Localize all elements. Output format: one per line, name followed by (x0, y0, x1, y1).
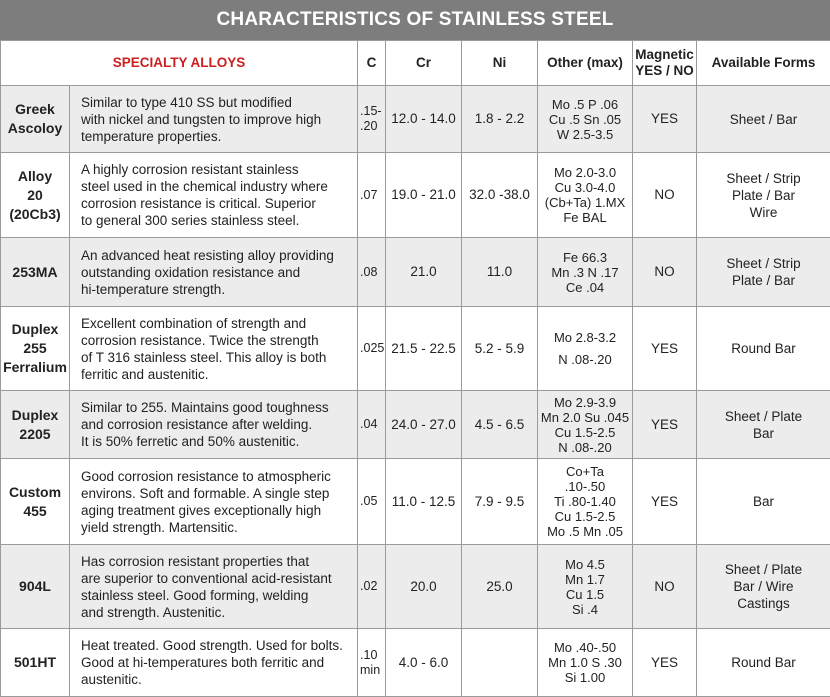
table-row (1, 238, 830, 307)
nickel-value: 25.0 (462, 545, 538, 629)
alloy-description: Heat treated. Good strength. Used for bolts. Good at hi-temperatures both ferritic and austenitic. (70, 629, 358, 697)
available-forms: Sheet / Bar (697, 86, 830, 153)
other-elements: Mo 2.0-3.0 Cu 3.0-4.0 (Cb+Ta) 1.MX Fe BAL (538, 153, 633, 238)
other-elements: Mo 4.5 Mn 1.7 Cu 1.5 Si .4 (538, 545, 633, 629)
header-available-forms: Available Forms (697, 41, 830, 86)
magnetic-value: YES (633, 307, 697, 391)
header-other: Other (max) (538, 41, 633, 86)
available-forms: Bar (697, 459, 830, 545)
alloy-name: Alloy 20 (20Cb3) (1, 153, 70, 238)
nickel-value: 7.9 - 9.5 (462, 459, 538, 545)
header-magnetic (633, 41, 697, 86)
chromium-value: 11.0 - 12.5 (386, 459, 462, 545)
table-row (1, 629, 830, 697)
chromium-value: 20.0 (386, 545, 462, 629)
alloy-name: 501HT (1, 629, 70, 697)
alloy-description: Excellent combination of strength and corrosion resistance. Twice the strength of T 316 stainless steel. This alloy is both ferritic and austenitic. (70, 307, 358, 391)
magnetic-value: NO (633, 153, 697, 238)
header-c: C (358, 41, 386, 86)
other-elements: Fe 66.3 Mn .3 N .17 Ce .04 (538, 238, 633, 307)
alloy-name: 253MA (1, 238, 70, 307)
available-forms: Round Bar (697, 629, 830, 697)
alloy-name: Duplex 2205 (1, 391, 70, 459)
magnetic-value: YES (633, 391, 697, 459)
magnetic-value: YES (633, 459, 697, 545)
chromium-value: 21.0 (386, 238, 462, 307)
header-magnetic-line1: Magnetic (635, 47, 694, 62)
nickel-value: 5.2 - 5.9 (462, 307, 538, 391)
chromium-value: 24.0 - 27.0 (386, 391, 462, 459)
chromium-value: 19.0 - 21.0 (386, 153, 462, 238)
magnetic-value: YES (633, 86, 697, 153)
other-elements: Mo .5 P .06 Cu .5 Sn .05 W 2.5-3.5 (538, 86, 633, 153)
available-forms: Sheet / Plate Bar / Wire Castings (697, 545, 830, 629)
nickel-value: 4.5 - 6.5 (462, 391, 538, 459)
alloy-name: Custom 455 (1, 459, 70, 545)
nickel-value: 11.0 (462, 238, 538, 307)
alloy-name: 904L (1, 545, 70, 629)
alloy-description: An advanced heat resisting alloy providing outstanding oxidation resistance and hi-temperature strength. (70, 238, 358, 307)
header-magnetic-line2: YES / NO (635, 63, 694, 78)
magnetic-value: NO (633, 545, 697, 629)
available-forms: Sheet / Strip Plate / Bar (697, 238, 830, 307)
stainless-steel-table (0, 40, 830, 697)
other-elements: Co+Ta .10-.50 Ti .80-1.40 Cu 1.5-2.5 Mo .5 Mn .05 (538, 459, 633, 545)
nickel-value: 1.8 - 2.2 (462, 86, 538, 153)
nickel-value (462, 629, 538, 697)
chromium-value: 4.0 - 6.0 (386, 629, 462, 697)
other-elements: Mo .40-.50 Mn 1.0 S .30 Si 1.00 (538, 629, 633, 697)
carbon-value: .08 (358, 238, 386, 307)
header-ni: Ni (462, 41, 538, 86)
carbon-value: .04 (358, 391, 386, 459)
other-elements: Mo 2.9-3.9 Mn 2.0 Su .045 Cu 1.5-2.5 N .08-.20 (538, 391, 633, 459)
carbon-value: .05 (358, 459, 386, 545)
table-row (1, 459, 830, 545)
other-elements: Mo 2.8-3.2 N .08-.20 (538, 307, 633, 391)
alloy-description: Has corrosion resistant properties that are superior to conventional acid-resistant stainless steel. Good forming, welding and strength. Austenitic. (70, 545, 358, 629)
table-row (1, 391, 830, 459)
alloy-description: Similar to 255. Maintains good toughness and corrosion resistance after welding. It is 50% ferretic and 50% austenitic. (70, 391, 358, 459)
alloy-description: Similar to type 410 SS but modified with nickel and tungsten to improve high temperature properties. (70, 86, 358, 153)
table-row (1, 545, 830, 629)
available-forms: Sheet / Plate Bar (697, 391, 830, 459)
header-cr: Cr (386, 41, 462, 86)
carbon-value: .02 (358, 545, 386, 629)
magnetic-value: YES (633, 629, 697, 697)
chromium-value: 21.5 - 22.5 (386, 307, 462, 391)
table-row (1, 307, 830, 391)
carbon-value: .07 (358, 153, 386, 238)
table-row (1, 86, 830, 153)
chromium-value: 12.0 - 14.0 (386, 86, 462, 153)
header-row (1, 41, 830, 86)
page-title: CHARACTERISTICS OF STAINLESS STEEL (0, 0, 830, 40)
alloy-description: Good corrosion resistance to atmospheric environs. Soft and formable. A single step aging treatment gives exceptionally high yield strength. Martensitic. (70, 459, 358, 545)
header-specialty-alloys: SPECIALTY ALLOYS (1, 41, 358, 86)
magnetic-value: NO (633, 238, 697, 307)
available-forms: Round Bar (697, 307, 830, 391)
carbon-value: .15- .20 (358, 86, 386, 153)
table-row (1, 153, 830, 238)
alloy-name: Greek Ascoloy (1, 86, 70, 153)
alloy-name: Duplex 255 Ferralium (1, 307, 70, 391)
alloy-description: A highly corrosion resistant stainless steel used in the chemical industry where corrosion resistance is critical. Superior to general 300 series stainless steel. (70, 153, 358, 238)
carbon-value: .025 (358, 307, 386, 391)
nickel-value: 32.0 -38.0 (462, 153, 538, 238)
carbon-value: .10 min (358, 629, 386, 697)
available-forms: Sheet / Strip Plate / Bar Wire (697, 153, 830, 238)
